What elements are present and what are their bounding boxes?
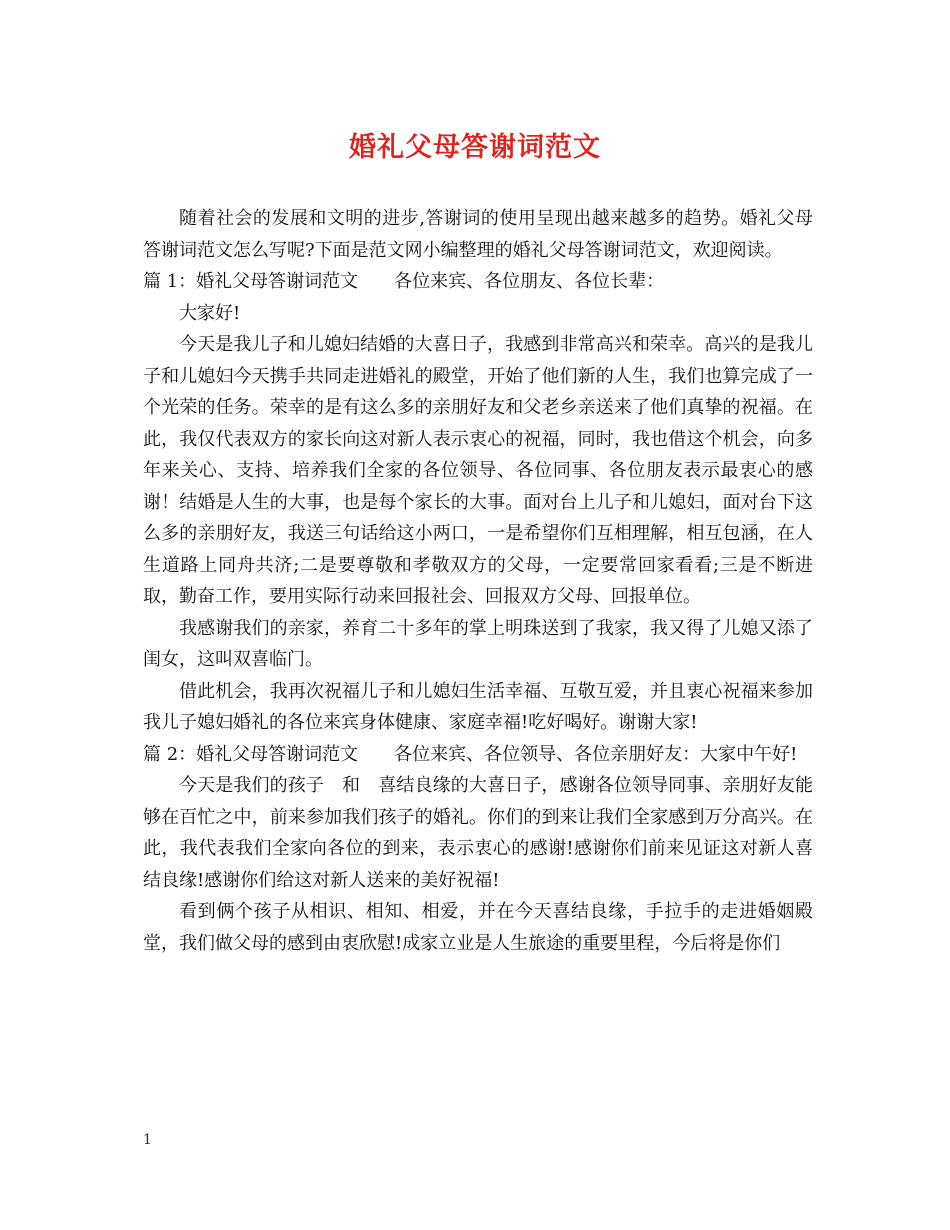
- paragraph: 看到俩个孩子从相识、相知、相爱，并在今天喜结良缘，手拉手的走进婚姻殿堂，我们做父母的感到由衷欣慰!成家立业是人生旅途的重要里程，今后将是你们: [143, 901, 813, 954]
- document-title: 婚礼父母答谢词范文: [349, 132, 601, 163]
- section-heading: 篇 1：婚礼父母答谢词范文 各位来宾、各位朋友、各位长辈：: [143, 271, 665, 292]
- document-body: [143, 203, 813, 959]
- page-number: 1: [143, 1132, 152, 1148]
- paragraph: 大家好!: [179, 302, 241, 324]
- paragraph: 借此机会，我再次祝福儿子和儿媳妇生活幸福、互敬互爱，并且衷心祝福来参加我儿子媳妇婚礼的各位来宾身体健康、家庭幸福!吃好喝好。谢谢大家!: [143, 680, 813, 733]
- section-heading: 篇 2：婚礼父母答谢词范文 各位来宾、各位领导、各位亲朋好友：大家中午好!: [143, 743, 798, 765]
- paragraph: 今天是我们的孩子 和 喜结良缘的大喜日子，感谢各位领导同事、亲朋好友能够在百忙之中，前来参加我们孩子的婚礼。你们的到来让我们全家感到万分高兴。在此，我代表我们全家向各位的到来，表示衷心的感谢!感谢你们前来见证这对新人喜结良缘!感谢你们给这对新人送来的美好祝福!: [143, 775, 813, 891]
- paragraph: 我感谢我们的亲家，养育二十多年的掌上明珠送到了我家，我又得了儿媳又添了闺女，这叫双喜临门。: [143, 617, 813, 670]
- paragraph: 随着社会的发展和文明的进步,答谢词的使用呈现出越来越多的趋势。婚礼父母答谢词范文怎么写呢?下面是范文网小编整理的婚礼父母答谢词范文，欢迎阅读。: [143, 208, 813, 261]
- paragraph: 今天是我儿子和儿媳妇结婚的大喜日子，我感到非常高兴和荣幸。高兴的是我儿子和儿媳妇今天携手共同走进婚礼的殿堂，开始了他们新的人生，我们也算完成了一个光荣的任务。荣幸的是有这么多的亲朋好友和父老乡亲送来了他们真挚的祝福。在此，我仅代表双方的家长向这对新人表示衷心的祝福，同时，我也借这个机会，向多年来关心、支持、培养我们全家的各位领导、各位同事、各位朋友表示最衷心的感谢！结婚是人生的大事，也是每个家长的大事。面对台上儿子和儿媳妇，面对台下这么多的亲朋好友，我送三句话给这小两口，一是希望你们互相理解，相互包涵，在人生道路上同舟共济;二是要尊敬和孝敬双方的父母，一定要常回家看看;三是不断进取，勤奋工作，要用实际行动来回报社会、回报双方父母、回报单位。: [143, 334, 813, 607]
